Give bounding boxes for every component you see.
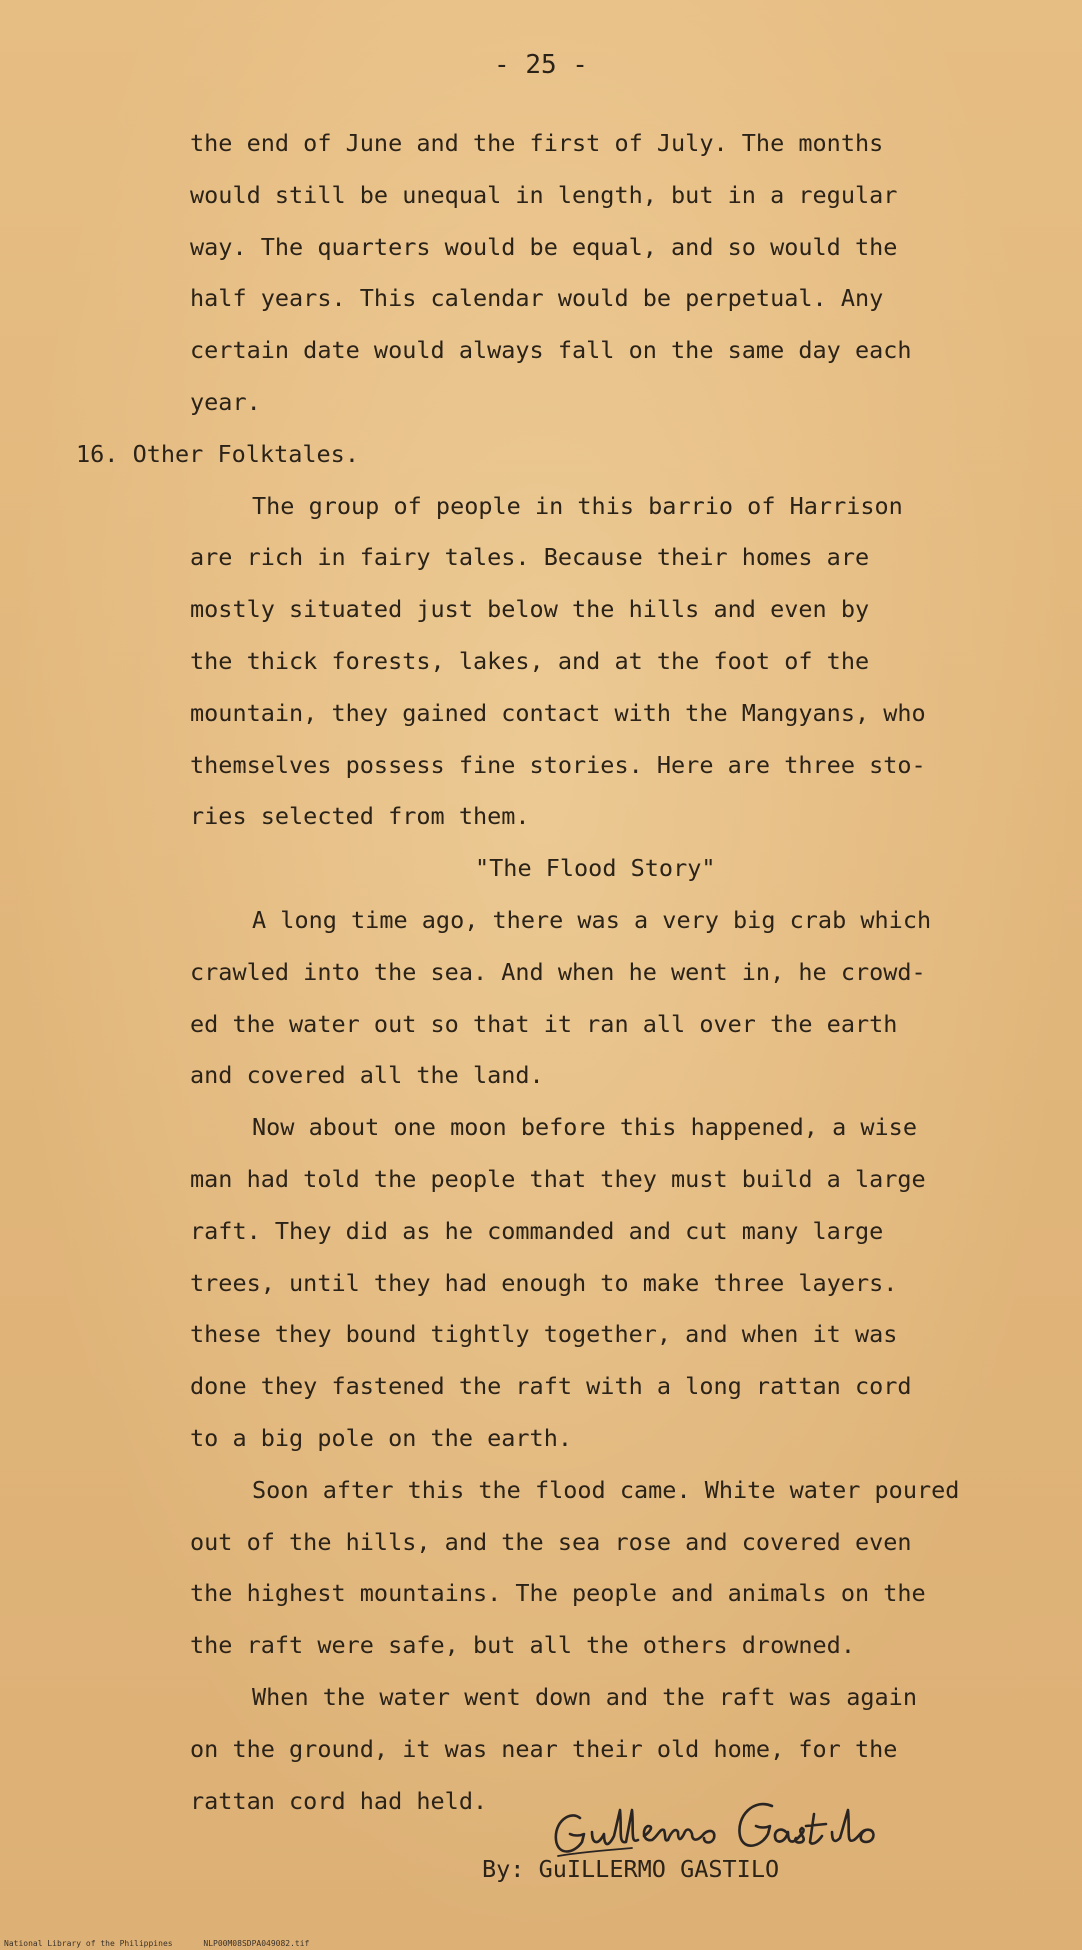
text-line: Soon after this the flood came. White water poured xyxy=(252,1475,960,1504)
text-line: done they fastened the raft with a long rattan cord xyxy=(190,1372,912,1401)
text-line: The group of people in this barrio of Harrison xyxy=(252,491,903,520)
text-line: A long time ago, there was a very big crab which xyxy=(252,905,932,934)
text-line: half years. This calendar would be perpetual. Any xyxy=(190,284,884,313)
author-byline: By: GuILLERMO GASTILO xyxy=(482,1855,780,1883)
text-line: these they bound tightly together, and when it was xyxy=(190,1320,898,1349)
text-line: to a big pole on the earth. xyxy=(190,1423,573,1452)
text-line: certain date would always fall on the same day each xyxy=(190,336,912,365)
text-line: the end of June and the first of July. The months xyxy=(190,129,884,157)
story-title: "The Flood Story" xyxy=(475,854,716,883)
section-heading: 16. Other Folktales. xyxy=(76,439,359,468)
text-line: man had told the people that they must build a large xyxy=(190,1164,926,1193)
text-line: year. xyxy=(190,387,261,416)
scan-footer xyxy=(4,1939,335,1948)
text-line: When the water went down and the raft was again xyxy=(252,1682,917,1711)
text-line: the thick forests, lakes, and at the foot of the xyxy=(190,646,870,675)
text-line: would still be unequal in length, but in a regular xyxy=(190,180,898,209)
text-line: raft. They did as he commanded and cut many large xyxy=(190,1216,884,1245)
body-text xyxy=(76,118,1040,1827)
text-line: mountain, they gained contact with the Mangyans, who xyxy=(190,698,926,727)
footer-filename: NLP00M08SDPA049082.tif xyxy=(203,1939,310,1948)
text-line: rattan cord had held. xyxy=(190,1786,488,1815)
text-line: on the ground, it was near their old home, for the xyxy=(190,1734,898,1763)
text-line: the raft were safe, but all the others drowned. xyxy=(190,1631,855,1660)
text-line: are rich in fairy tales. Because their homes are xyxy=(190,543,870,572)
text-line: out of the hills, and the sea rose and covered even xyxy=(190,1527,912,1556)
text-line: and covered all the land. xyxy=(190,1061,544,1090)
text-line: trees, until they had enough to make three layers. xyxy=(190,1268,898,1297)
page-number: - 25 - xyxy=(494,50,588,80)
footer-institution: National Library of the Philippines xyxy=(4,1939,173,1948)
text-line: way. The quarters would be equal, and so would the xyxy=(190,232,898,261)
text-line: ed the water out so that it ran all over the earth xyxy=(190,1009,898,1038)
text-line: mostly situated just below the hills and even by xyxy=(190,595,870,624)
text-line: ries selected from them. xyxy=(190,802,530,831)
text-line: crawled into the sea. And when he went in, he crowd- xyxy=(190,957,926,986)
text-line: Now about one moon before this happened, a wise xyxy=(252,1113,917,1142)
text-line: themselves possess fine stories. Here are three sto- xyxy=(190,750,926,779)
text-line: the highest mountains. The people and animals on the xyxy=(190,1579,926,1608)
